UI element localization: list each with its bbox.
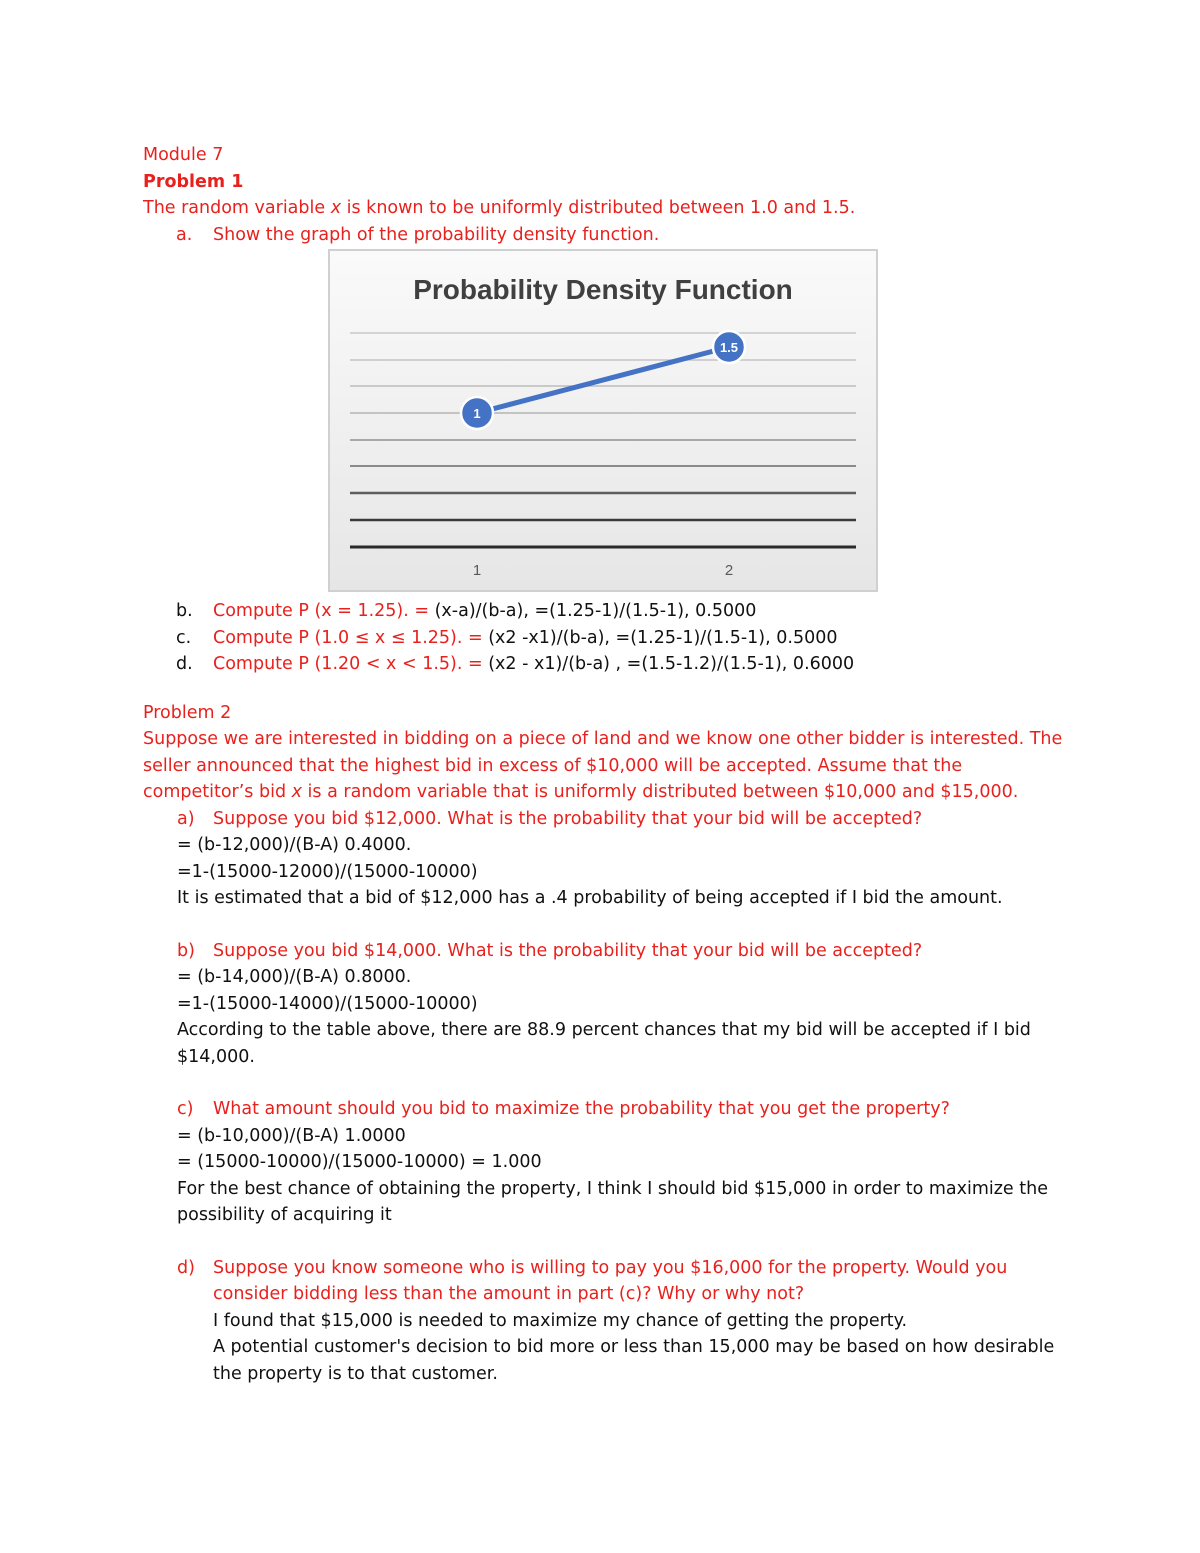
answer-text: (x2 - x1)/(b-a) , =(1.5-1.2)/(1.5-1), 0.6000 (482, 654, 855, 674)
answer-line: the property is to that customer. (213, 1363, 498, 1384)
problem-2-intro-line-3: competitor’s bid x is a random variable that is uniformly distributed between $10,000 and $15,000. (143, 782, 1019, 802)
problem-1-part-a (143, 222, 1083, 249)
problem-1-part-d (143, 651, 1083, 678)
gridlines (350, 333, 856, 547)
question-text: What amount should you bid to maximize the probability that you get the property? (213, 1099, 950, 1119)
series-path (477, 347, 729, 413)
answer-line: = (15000-10000)/(15000-10000) = 1.000 (177, 1152, 542, 1172)
list-marker: b. (176, 601, 193, 621)
x-axis-ticks (473, 562, 733, 579)
question-text: Suppose you bid $12,000. What is the probability that your bid will be accepted? (213, 808, 923, 829)
series-line (461, 331, 745, 429)
x-tick-label: 2 (724, 562, 734, 579)
answer-line: =1-(15000-14000)/(15000-10000) (177, 993, 478, 1014)
question-text: Suppose you bid $14,000. What is the probability that your bid will be accepted? (213, 940, 923, 961)
pdf-chart (328, 249, 878, 592)
pdf-chart-svg (330, 251, 876, 590)
answer-line: I found that $15,000 is needed to maximize my chance of getting the property. (213, 1310, 908, 1331)
problem-1-part-c (143, 625, 1083, 652)
data-label: 1 (473, 406, 481, 421)
answer-line: It is estimated that a bid of $12,000 has a .4 probability of being accepted if I bid the amount. (177, 888, 1003, 908)
data-label: 1.5 (719, 340, 739, 355)
problem-2-part-a (143, 806, 1083, 833)
question-text: Compute P (1.0 ≤ x ≤ 1.25). = (213, 627, 483, 648)
answer-line: = (b-12,000)/(B-A) 0.4000. (177, 835, 412, 855)
problem-2-part-c (143, 1096, 1083, 1123)
list-marker: a. (176, 224, 193, 245)
answer-line: = (b-14,000)/(B-A) 0.8000. (177, 967, 412, 987)
answer-line: According to the table above, there are 88.9 percent chances that my bid will be accepted if I bid (177, 1020, 1031, 1040)
problem-2-part-b (143, 938, 1083, 965)
list-marker: d. (176, 654, 193, 674)
problem-2-part-d (143, 1255, 1083, 1282)
answer-line: For the best chance of obtaining the property, I think I should bid $15,000 in order to maximize the (177, 1178, 1048, 1199)
problem-1-part-b (143, 598, 1083, 625)
list-marker: c. (176, 627, 192, 648)
answer-line: $14,000. (177, 1046, 255, 1067)
problem-2-intro-line-2: seller announced that the highest bid in excess of $10,000 will be accepted. Assume that the (143, 755, 963, 776)
answer-line: = (b-10,000)/(B-A) 1.0000 (177, 1125, 406, 1146)
list-marker: c) (177, 1099, 194, 1119)
question-text-continued: consider bidding less than the amount in part (c)? Why or why not? (213, 1284, 805, 1304)
list-marker: d) (177, 1257, 195, 1278)
answer-text: (x-a)/(b-a), =(1.25-1)/(1.5-1), 0.5000 (429, 601, 757, 621)
answer-line: possibility of acquiring it (177, 1205, 392, 1225)
module-title: Module 7 (143, 145, 224, 165)
question-text: Show the graph of the probability density function. (213, 224, 660, 245)
problem-1-title: Problem 1 (143, 171, 244, 192)
list-marker: a) (177, 808, 195, 829)
list-marker: b) (177, 940, 195, 961)
problem-2-title: Problem 2 (143, 702, 232, 723)
question-text: Compute P (1.20 < x < 1.5). = (213, 654, 483, 674)
problem-1-intro: The random variable x is known to be uniformly distributed between 1.0 and 1.5. (143, 198, 856, 218)
problem-2-intro-line-1: Suppose we are interested in bidding on a piece of land and we know one other bidder is interested. The (143, 729, 1063, 749)
answer-line: A potential customer's decision to bid more or less than 15,000 may be based on how desirable (213, 1337, 1055, 1357)
answer-text: (x2 -x1)/(b-a), =(1.25-1)/(1.5-1), 0.5000 (482, 627, 838, 648)
answer-line: =1-(15000-12000)/(15000-10000) (177, 861, 478, 882)
chart-title: Probability Density Function (413, 274, 793, 305)
question-text: Compute P (x = 1.25). = (213, 601, 430, 621)
question-text: Suppose you know someone who is willing to pay you $16,000 for the property. Would you (213, 1257, 1008, 1278)
x-tick-label: 1 (472, 562, 482, 579)
